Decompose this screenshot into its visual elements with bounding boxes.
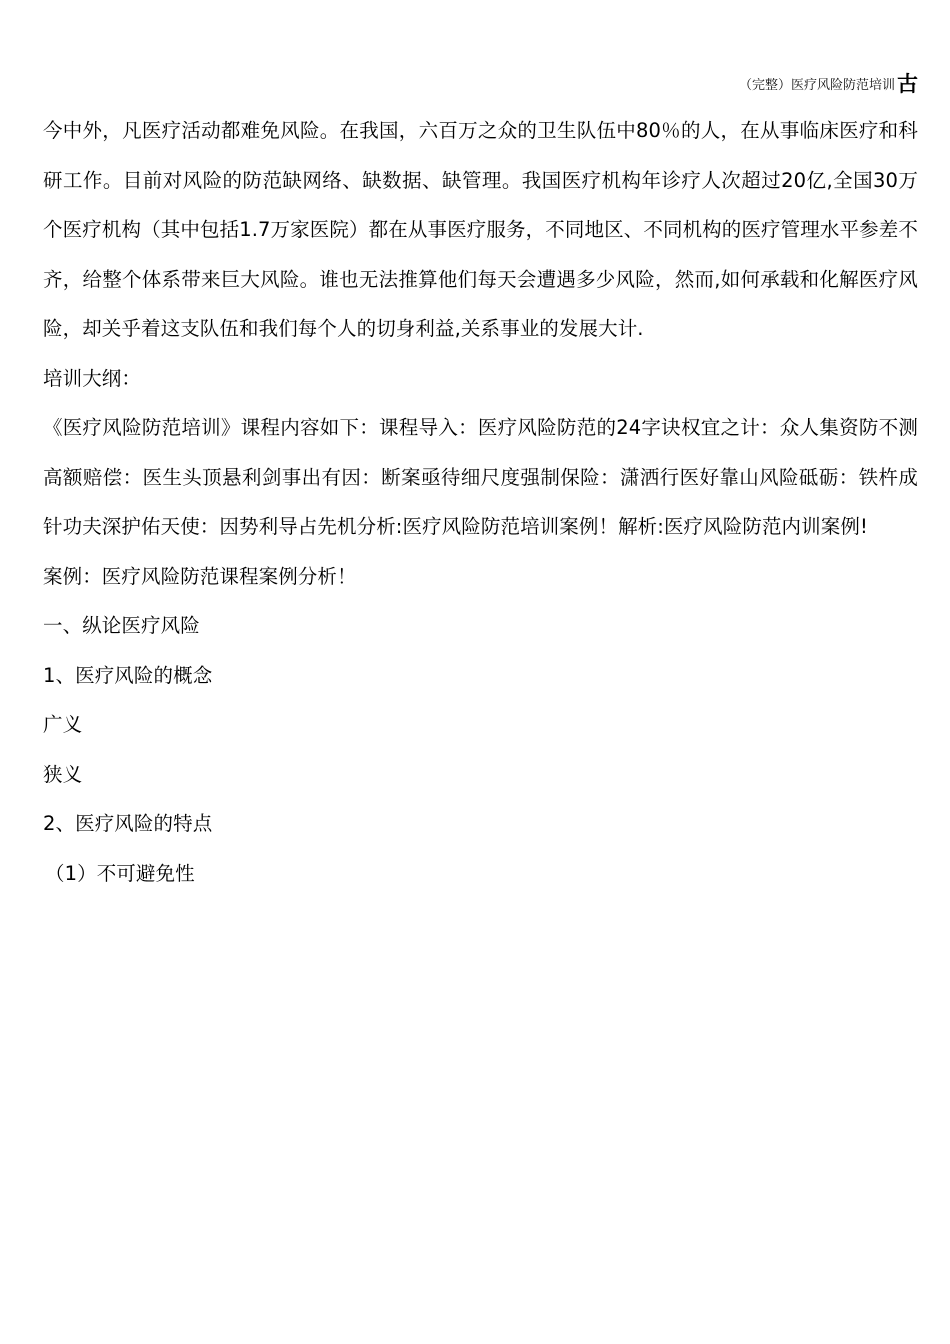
item-narrow-sense: 狭义 (43, 762, 83, 786)
page-header (739, 72, 918, 96)
item-inevitability: （1）不可避免性 (45, 861, 195, 885)
subsection-concept: 1、医疗风险的概念 (43, 663, 213, 687)
section-heading-1: 一、纵论医疗风险 (43, 614, 200, 637)
case-heading: 案例：医疗风险防范课程案例分析！ (43, 564, 357, 588)
course-content-paragraph: 《医疗风险防范培训》课程内容如下：课程导入：医疗风险防范的24字诀权宜之计：众人集资防不测高额赔偿：医生头顶悬利剑事出有因：断案亟待细尺度强制保险：潇洒行医好靠山风险砥砺：铁杵成针功夫深护佑天使：因势利导占先机分析:医疗风险防范培训案例！解析:医疗风险防范内训案例! (43, 416, 918, 538)
document-body (43, 106, 918, 898)
subsection-characteristics: 2、医疗风险的特点 (43, 812, 213, 835)
outline-heading: 培训大纲： (43, 366, 142, 390)
intro-paragraph: 今中外，凡医疗活动都难免风险。在我国，六百万之众的卫生队伍中80％的人，在从事临床医疗和科研工作。目前对风险的防范缺网络、缺数据、缺管理。我国医疗机构年诊疗人次超过20亿,全国30万个医疗机构（其中包括1.7万家医院）都在从事医疗服务，不同地区、不同机构的医疗管理水平参差不齐，给整个体系带来巨大风险。谁也无法推算他们每天会遭遇多少风险，然而,如何承载和化解医疗风险，却关乎着这支队伍和我们每个人的切身利益,关系事业的发展大计. (43, 119, 918, 340)
item-broad-sense: 广义 (43, 713, 83, 736)
header-glyph: 古 (897, 72, 918, 96)
document-title: （完整）医疗风险防范培训 (738, 78, 895, 93)
